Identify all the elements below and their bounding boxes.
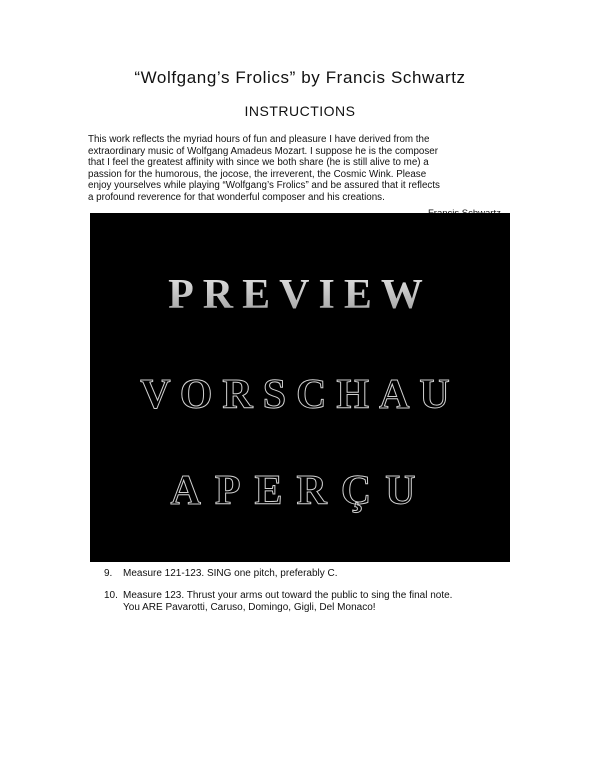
item-text: Measure 121-123. SING one pitch, preferably C. bbox=[123, 568, 338, 579]
intro-line: that I feel the greatest affinity with since we both share (he is still alive to me) a bbox=[88, 157, 429, 169]
intro-line: enjoy yourselves while playing “Wolfgang’s Frolics” and be assured that it reflects bbox=[88, 180, 440, 192]
intro-line: extraordinary music of Wolfgang Amadeus Mozart. I suppose he is the composer bbox=[88, 145, 438, 157]
instruction-list bbox=[104, 568, 524, 624]
item-number: 10. bbox=[104, 590, 118, 601]
page-title: “Wolfgang’s Frolics” by Francis Schwartz bbox=[134, 68, 466, 87]
list-item bbox=[104, 590, 524, 614]
intro-paragraph bbox=[88, 134, 518, 204]
list-item bbox=[104, 568, 524, 580]
watermark-vorschau-text: VORSCHAU bbox=[140, 372, 460, 418]
preview-watermark-overlay bbox=[90, 213, 510, 562]
item-number: 9. bbox=[104, 568, 113, 579]
item-text: You ARE Pavarotti, Caruso, Domingo, Gigli, Del Monaco! bbox=[123, 602, 376, 613]
intro-line: a profound reverence for that wonderful composer and his creations. bbox=[88, 191, 385, 203]
intro-line: passion for the humorous, the jocose, the irreverent, the Cosmic Wink. Please bbox=[88, 168, 427, 180]
instructions-heading: INSTRUCTIONS bbox=[244, 103, 356, 119]
intro-line: This work reflects the myriad hours of fun and pleasure I have derived from the bbox=[88, 134, 430, 145]
watermark-preview-text: PREVIEW bbox=[90, 271, 510, 319]
watermark-apercu-text: APERÇU bbox=[170, 468, 430, 514]
item-text: Measure 123. Thrust your arms out toward the public to sing the final note. bbox=[123, 590, 453, 601]
